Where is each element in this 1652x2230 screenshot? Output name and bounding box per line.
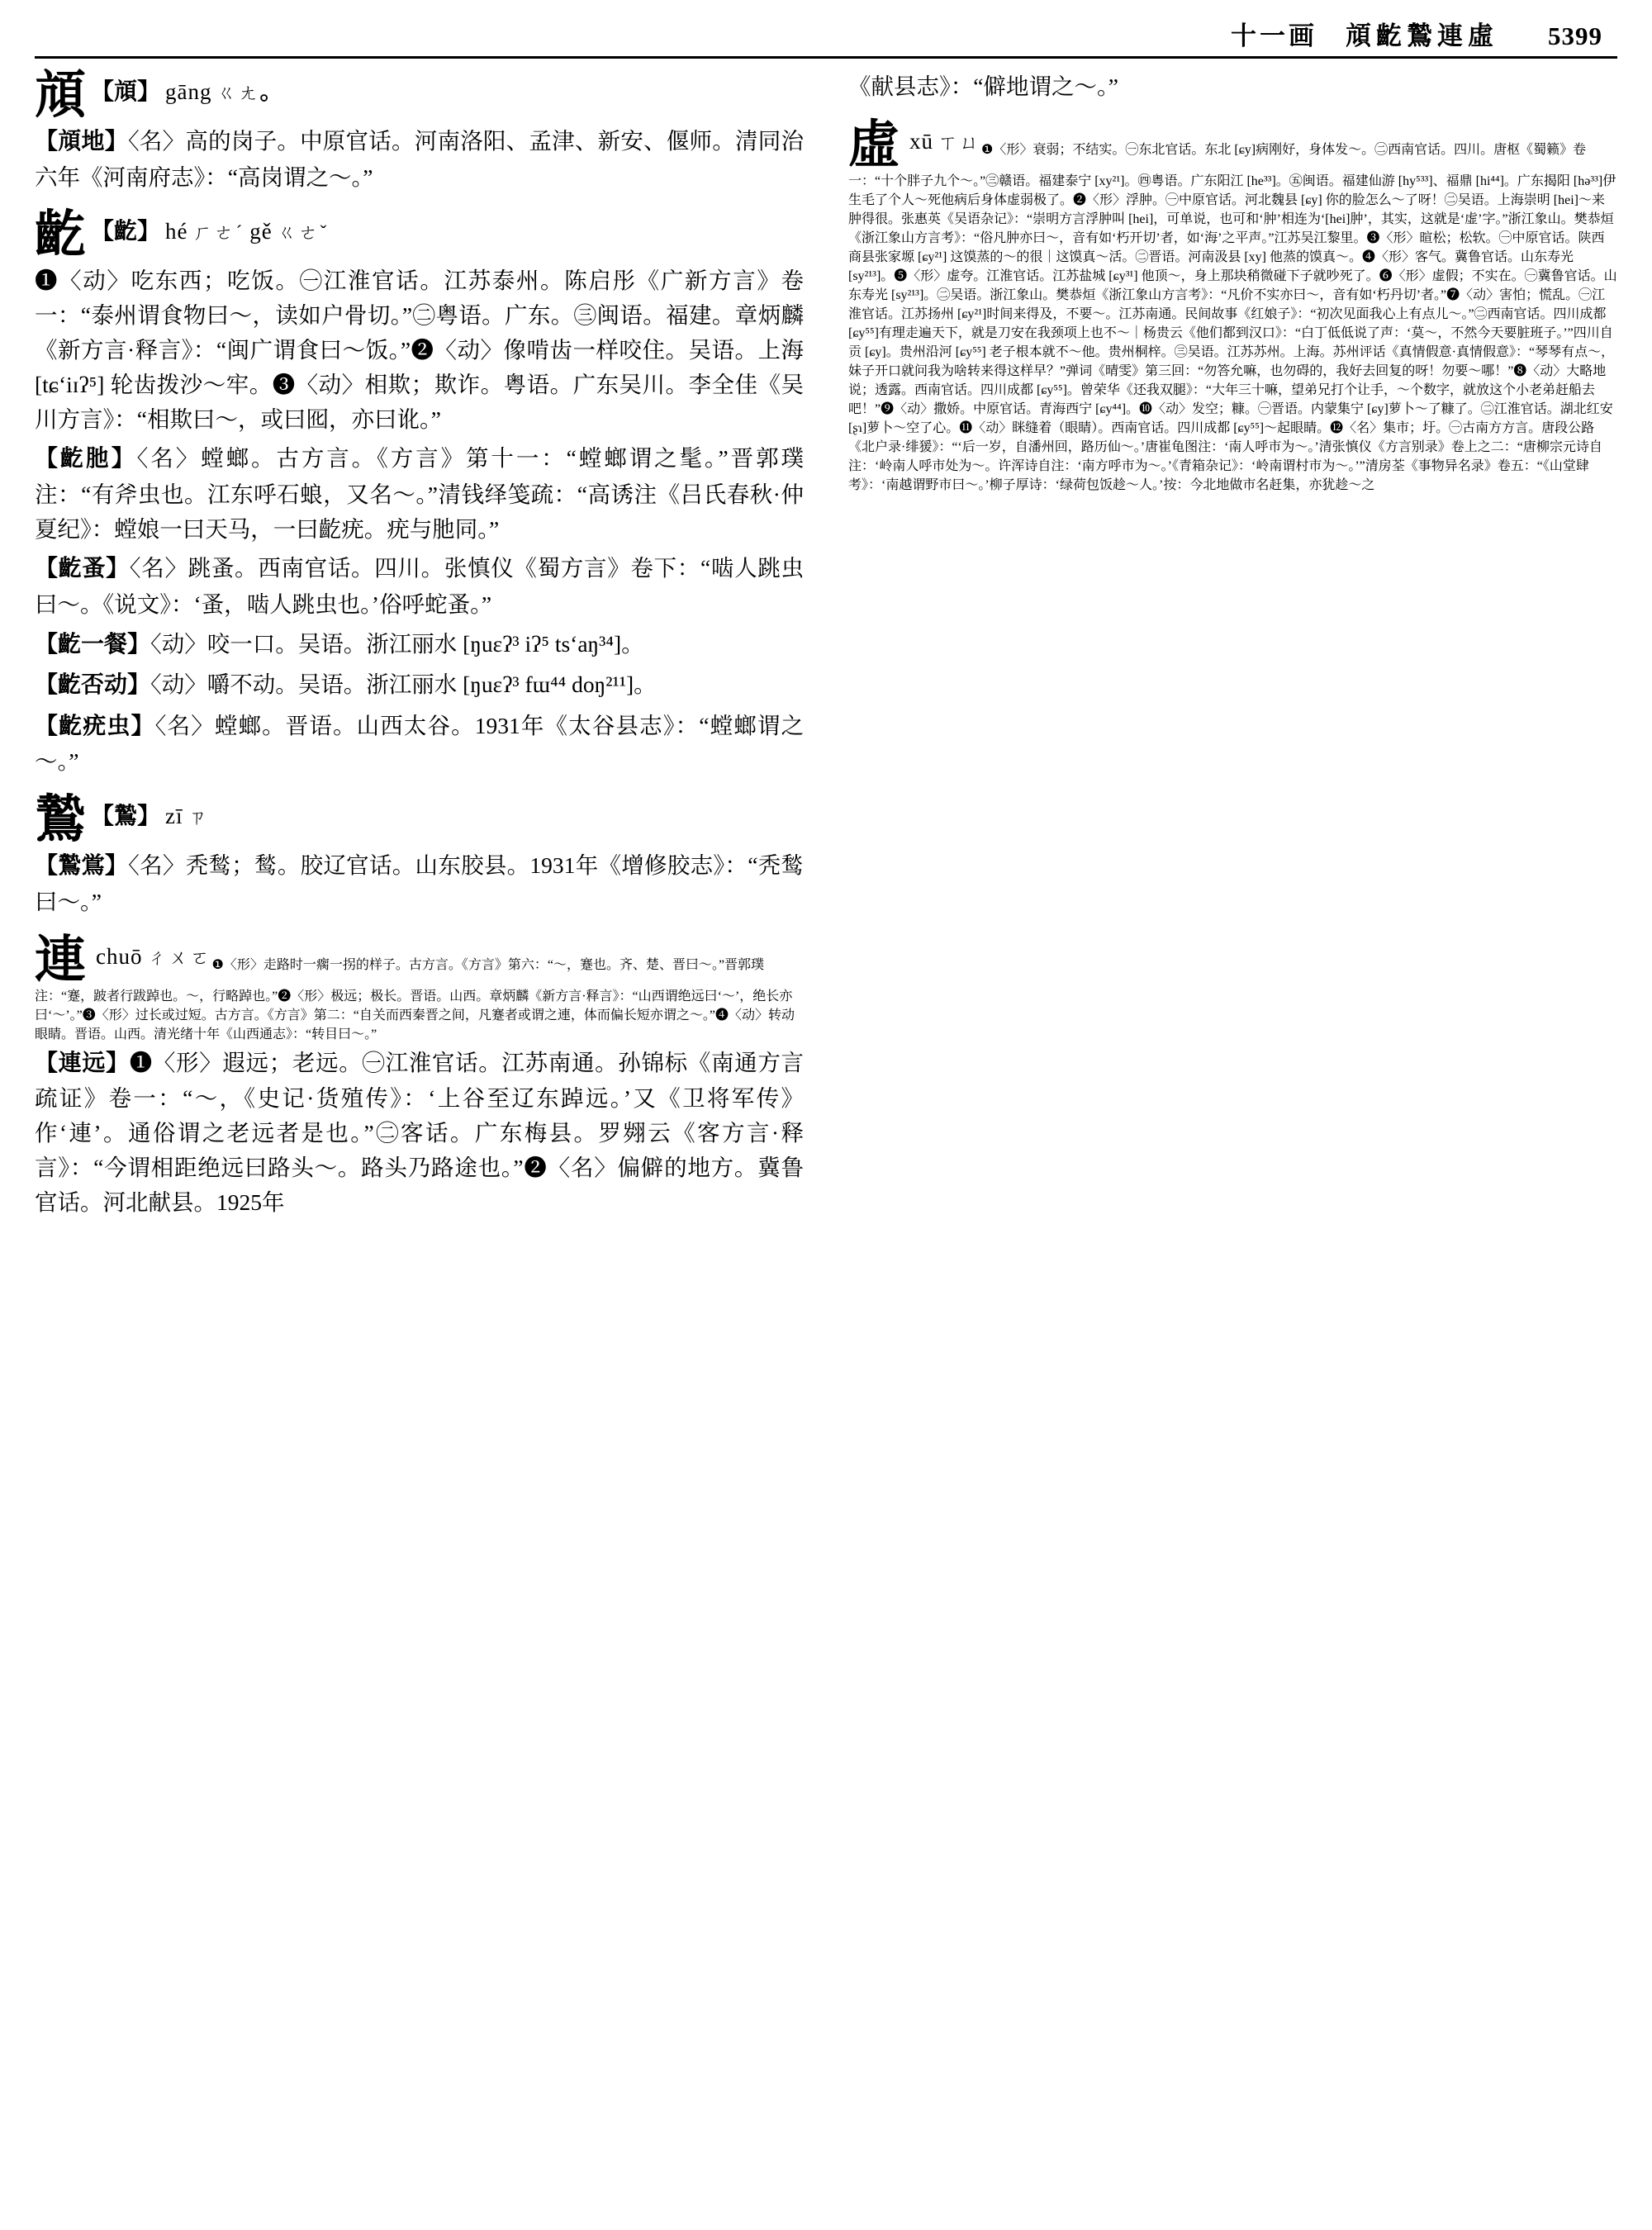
headword-pinyin: chuō	[96, 943, 143, 969]
headword-zhuyin: ㄏㄜˊ	[192, 222, 245, 244]
sub-entry-text: 〈名〉螳螂。晋语。山西太谷。1931年《太谷县志》：“螳螂谓之～。”	[35, 712, 804, 775]
headword-definition-inline: ❶〈形〉衰弱；不结实。㊀东北官话。东北 [ɕy]病刚好，身体发～。㊁西南官话。四川。唐枢《蜀籁》卷一：“十个胖子九个～。”㊂赣语。福建泰宁 [xy²¹]。㊃粤语。广东阳江 [he³³]。㊄闽语。福建仙游 [hy⁵³³]、福鼎 [hi⁴⁴]。广东揭阳 [hə³³]伊生毛了个人～死他病后身体虚弱极了。❷〈形〉浮肿。㊀中原官话。河北魏县 [ɕy] 你的脸怎么～了呀！㊁吴语。上海崇明 [hei]～来肿得很。张惠英《吴语杂记》：“崇明方言浮肿叫 [hei]，可单说，也可和‘肿’相连为‘[hei]肿’，其实，这就是‘虚’字。”浙江象山。樊恭烜《浙江象山方言考》：“俗凡肿亦曰～，音有如‘朽开切’者，如‘海’之平声。”江苏吴江黎里。❸〈形〉暄松；松软。㊀中原官话。陕西商县张家塬 [ɕy²¹] 这馍蒸的～的很｜这馍真～活。㊁晋语。河南汲县 [xy] 他蒸的馍真～。❹〈形〉客气。冀鲁官话。山东寿光 [sy²¹³]。❺〈形〉虚夸。江淮官话。江苏盐城 [ɕy³¹] 他顶～，身上那块稍微碰下子就吵死了。❻〈形〉虚假；不实在。㊀冀鲁官话。山东寿光 [sy²¹³]。㊁吴语。浙江象山。樊恭烜《浙江象山方言考》：“凡价不实亦曰～，音有如‘朽丹切’者。”❼〈动〉害怕；慌乱。㊀江淮官话。江苏扬州 [ɕy²¹]时间来得及，不要～。江苏南通。民间故事《红娘子》：“初次见面我心上有点儿～。”㊁西南官话。四川成都 [ɕy⁵⁵]有理走遍天下，就是刀安在我颈项上也不～｜杨贵云《他们都到汉口》：“白丁低低说了声：‘莫～，不然今天要脏班子。’”四川自贡 [ɕy]。贵州沿河 [ɕy⁵⁵] 老子根本就不～他。贵州桐梓。㊂吴语。江苏苏州。上海。苏州评话《真情假意·真情假意》：“琴琴有点～，妹子开口就问我为啥转来得这样早？”弹词《晴雯》第三回：“勿答允嘛，也勿碍的，我好去回复的呀！勿要～哪！”❽〈动〉大略地说；透露。西南官话。四川成都 [ɕy⁵⁵]。曾荣华《还我双腿》：“大年三十嘛，望弟兄打个让手，～个数字，就放这个小老弟赶船去吧！”❾〈动〉撒娇。中原官话。青海西宁 [ɕy⁴⁴]。❿〈动〉发空；糠。㊀晋语。内蒙集宁 [ɕy]萝卜～了糠了。㊁江淮官话。湖北红安 [ʂɿ]萝卜～空了心。⓫〈动〉眯缝着（眼睛）。西南官话。四川成都 [ɕy⁵⁵]～起眼睛。⓬〈名〉集市；圩。㊀古南方方言。唐段公路《北户录·绯猨》：“‘后一岁，自潘州回，路历仙～。’唐崔龟图注：‘南人呼市为～。’清张慎仪《方言别录》卷上之二：“唐柳宗元诗自注：‘岭南人呼市处为～。许浑诗自注：‘南方呼市为～。’《青箱杂记》：‘岭南谓村市为～。’”清房荃《事物异名录》卷五：“《山堂肆考》：‘南越谓野市曰～。’柳子厚诗：‘绿荷包饭趁～人。’按：今北地做市名赶集，亦犹趁～之	[848, 142, 1617, 492]
header-divider	[35, 56, 1617, 59]
sub-entry-text: 〈名〉跳蚤。西南官话。四川。张慎仪《蜀方言》卷下：“啮人跳虫曰～。《说文》：‘蚤，啮人跳虫也。’俗呼蛇蚤。”	[35, 555, 804, 618]
headword-entry-he	[35, 204, 804, 265]
headword-zhuyin-alt: ㄍㄜˇ	[277, 222, 330, 244]
sub-entry-head: 【齕疣虫】	[35, 713, 155, 739]
headword-pinyin: gāng	[165, 79, 212, 104]
header-entry-chars: 頏齕鷙連虛	[1346, 21, 1498, 50]
headword-entry-chuo	[35, 928, 804, 1042]
sub-entry-head: 【連远】	[35, 1050, 130, 1076]
sub-entry	[35, 848, 804, 918]
sub-entry	[35, 627, 804, 663]
headword-zhuyin: ㄔㄨㄛ	[147, 947, 212, 968]
headword-entry-zhi	[35, 789, 804, 850]
sub-entry	[35, 551, 804, 621]
headword-pinyin: hé	[165, 219, 188, 244]
sub-entry-text: ❶〈形〉遐远；老远。㊀江淮官话。江苏南通。孙锦标《南通方言疏证》卷一：“～，《史记·货殖传》：‘上谷至辽东踔远。’又《卫将军传》作‘連’。通俗谓之老远者是也。”㊁客话。广东梅县。罗翙云《客方言·释言》：“今谓相距绝远曰路头～。路头乃路途也。”❷〈名〉偏僻的地方。冀鲁官话。河北献县。1925年	[35, 1049, 804, 1215]
sub-entry-head: 【齕蚤】	[35, 556, 130, 582]
sub-entry-head: 【齕否动】	[35, 672, 151, 699]
headword-char: 齕	[35, 204, 87, 265]
headword-char: 頏	[35, 64, 87, 125]
headword-pinyin-alt: gě	[249, 219, 273, 244]
headword-pinyin: xū	[909, 128, 934, 154]
headword-char: 虛	[848, 113, 900, 174]
right-column	[848, 69, 1617, 2209]
left-column	[35, 64, 804, 2209]
headword-zhuyin: ㄍㄤ	[216, 83, 260, 103]
headword-bracket: 【齕】	[91, 219, 161, 245]
headword-char: 鷙	[35, 789, 87, 850]
headword-zhuyin: ㄗ	[188, 807, 210, 828]
headword-zhuyin: ㄒㄩ	[938, 131, 982, 153]
sub-entry-text: 〈名〉高的岗子。中原官话。河南洛阳、孟津、新安、偃师。清同治六年《河南府志》：“高岗谓之～。”	[35, 128, 804, 190]
headword-char: 連	[35, 928, 87, 989]
text-columns	[35, 64, 1617, 2209]
header-stroke-count: 十一画	[1231, 21, 1317, 50]
headword-entry-hang	[35, 64, 804, 125]
continuation-text: 《献县志》：“僻地谓之～。”	[848, 74, 1118, 99]
sub-entry	[35, 441, 804, 546]
headword-definition-inline: ❶〈形〉走路时一瘸一拐的样子。古方言。《方言》第六：“～，蹇也。齐、楚、晋曰～。”晋郭璞注：“蹇，跛者行跋踔也。～，行略踔也。”❷〈形〉极远；极长。晋语。山西。章炳麟《新方言·释言》：“山西谓绝远曰‘～’，绝长亦曰‘～’。”❸〈形〉过长或过短。古方言。《方言》第二：“自关而西秦晋之间，凡蹇者或谓之連，体而偏长短亦谓之～。”❹〈动〉转动眼睛。晋语。山西。清光绪十年《山西通志》：“转目曰～。”	[35, 957, 795, 1041]
sub-entry	[35, 1046, 804, 1220]
headword-pinyin: zī	[165, 804, 183, 829]
headword-bracket: 【鷙】	[91, 804, 161, 830]
sub-entry-head: 【頏地】	[35, 129, 128, 154]
sub-entry-text: 〈动〉咬一口。吴语。浙江丽水 [ŋuɛʔ³ iʔ⁵ tsʻaŋ³⁴]。	[150, 630, 644, 657]
sub-entry	[35, 709, 804, 779]
sub-entry-text: 〈名〉螳螂。古方言。《方言》第十一：“螳螂谓之髦。”晋郭璞注：“有斧虫也。江东呼石蜋，又名～。”清钱绎笺疏：“高诱注《吕氏春秋·仲夏纪》：螳娘一曰天马，一曰齕疣。疣与肔同。”	[35, 445, 804, 542]
headword-entry-xu	[848, 113, 1617, 493]
sub-entry-text: 〈名〉秃鹙；鹙。胶辽官话。山东胶县。1931年《增修胶志》：“秃鹙曰～。”	[35, 852, 804, 914]
sub-entry	[35, 667, 804, 704]
sub-entry-text: 〈动〉嚼不动。吴语。浙江丽水 [ŋuɛʔ³ fɯ⁴⁴ doŋ²¹¹]。	[150, 671, 657, 698]
sub-entry-head: 【齕一餐】	[35, 631, 151, 657]
headword-definition: ❶〈动〉吃东西；吃饭。㊀江淮官话。江苏泰州。陈启彤《广新方言》卷一：“泰州谓食物曰～，读如户骨切。”㊁粤语。广东。㊂闽语。福建。章炳麟《新方言·释言》：“闽广谓食曰～饭。”❷〈动〉像啃齿一样咬住。吴语。上海 [tɕʻiɪʔ⁵] 轮齿拨沙～牢。❸〈动〉相欺；欺诈。粤语。广东吴川。李全佳《吴川方言》：“相欺曰～，或曰囮，亦曰讹。”	[35, 268, 804, 432]
headword-bracket: 【頏】	[91, 79, 161, 105]
sub-entry	[35, 124, 804, 194]
headword-punct: 。	[259, 79, 283, 105]
sub-entry-head: 【齕肔】	[35, 446, 137, 472]
sub-entry-head: 【鷙鴬】	[35, 853, 129, 880]
page-number: 5399	[1548, 21, 1602, 50]
